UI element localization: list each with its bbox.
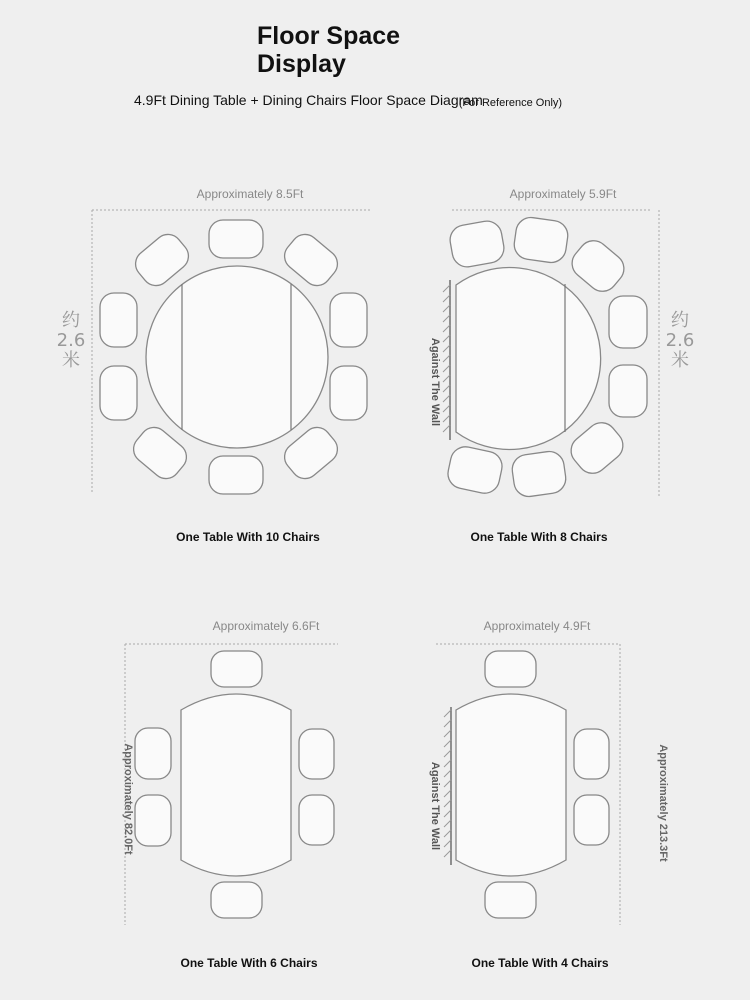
chair xyxy=(485,882,536,918)
chair xyxy=(100,366,137,420)
chair xyxy=(135,728,171,779)
width-label-10-chairs: Approximately 8.5Ft xyxy=(196,187,304,201)
oval-table xyxy=(456,694,566,876)
chair xyxy=(574,795,609,845)
height-label-10-chairs: 约 2.6 米 xyxy=(56,310,86,371)
chair xyxy=(209,220,263,258)
caption-6-chairs: One Table With 6 Chairs xyxy=(180,956,318,970)
width-label-4-chairs: Approximately 4.9Ft xyxy=(483,619,591,633)
wall-label-4-chairs: Against The Wall xyxy=(429,761,441,851)
wall-hatch xyxy=(443,285,450,432)
layout-10-chairs xyxy=(92,210,370,494)
layout-4-chairs xyxy=(436,644,620,925)
chair xyxy=(209,456,263,494)
chair xyxy=(512,216,569,265)
chair xyxy=(565,417,629,480)
chair xyxy=(609,365,647,417)
chair xyxy=(211,651,262,687)
chair xyxy=(211,882,262,918)
subtitle-text: 4.9Ft Dining Table + Dining Chairs Floor Space Diagram xyxy=(134,92,483,108)
caption-8-chairs: One Table With 8 Chairs xyxy=(470,530,608,544)
round-table xyxy=(456,268,601,450)
chair xyxy=(566,235,630,298)
round-table xyxy=(146,266,328,448)
chair xyxy=(100,293,137,347)
wall-label-8-chairs: Against The Wall xyxy=(429,337,441,427)
layout-6-chairs xyxy=(125,644,338,925)
title-line-2: Display xyxy=(257,50,346,78)
subtitle-note: (For Reference Only) xyxy=(458,97,563,109)
width-label-8-chairs: Approximately 5.9Ft xyxy=(509,187,617,201)
title-line-1: Floor Space xyxy=(257,22,401,50)
chair xyxy=(510,450,567,499)
chair xyxy=(445,444,505,496)
chair xyxy=(448,219,507,269)
height-label-8-chairs: 约 2.6 米 xyxy=(665,310,695,371)
chair xyxy=(609,296,647,348)
chair xyxy=(299,729,334,779)
chair xyxy=(135,795,171,846)
chair xyxy=(574,729,609,779)
height-label-4-chairs: Approximately 213.3Ft xyxy=(657,744,669,862)
wall-hatch xyxy=(444,710,451,857)
chair xyxy=(485,651,536,687)
chair xyxy=(128,422,192,485)
oval-table xyxy=(181,694,291,876)
caption-10-chairs: One Table With 10 Chairs xyxy=(176,530,320,544)
width-label-6-chairs: Approximately 6.6Ft xyxy=(212,619,320,633)
chair xyxy=(330,366,367,420)
height-label-6-chairs: Approximately 82.0Ft xyxy=(122,743,134,855)
chair xyxy=(330,293,367,347)
chair xyxy=(299,795,334,845)
caption-4-chairs: One Table With 4 Chairs xyxy=(471,956,609,970)
layout-8-chairs xyxy=(443,210,659,498)
